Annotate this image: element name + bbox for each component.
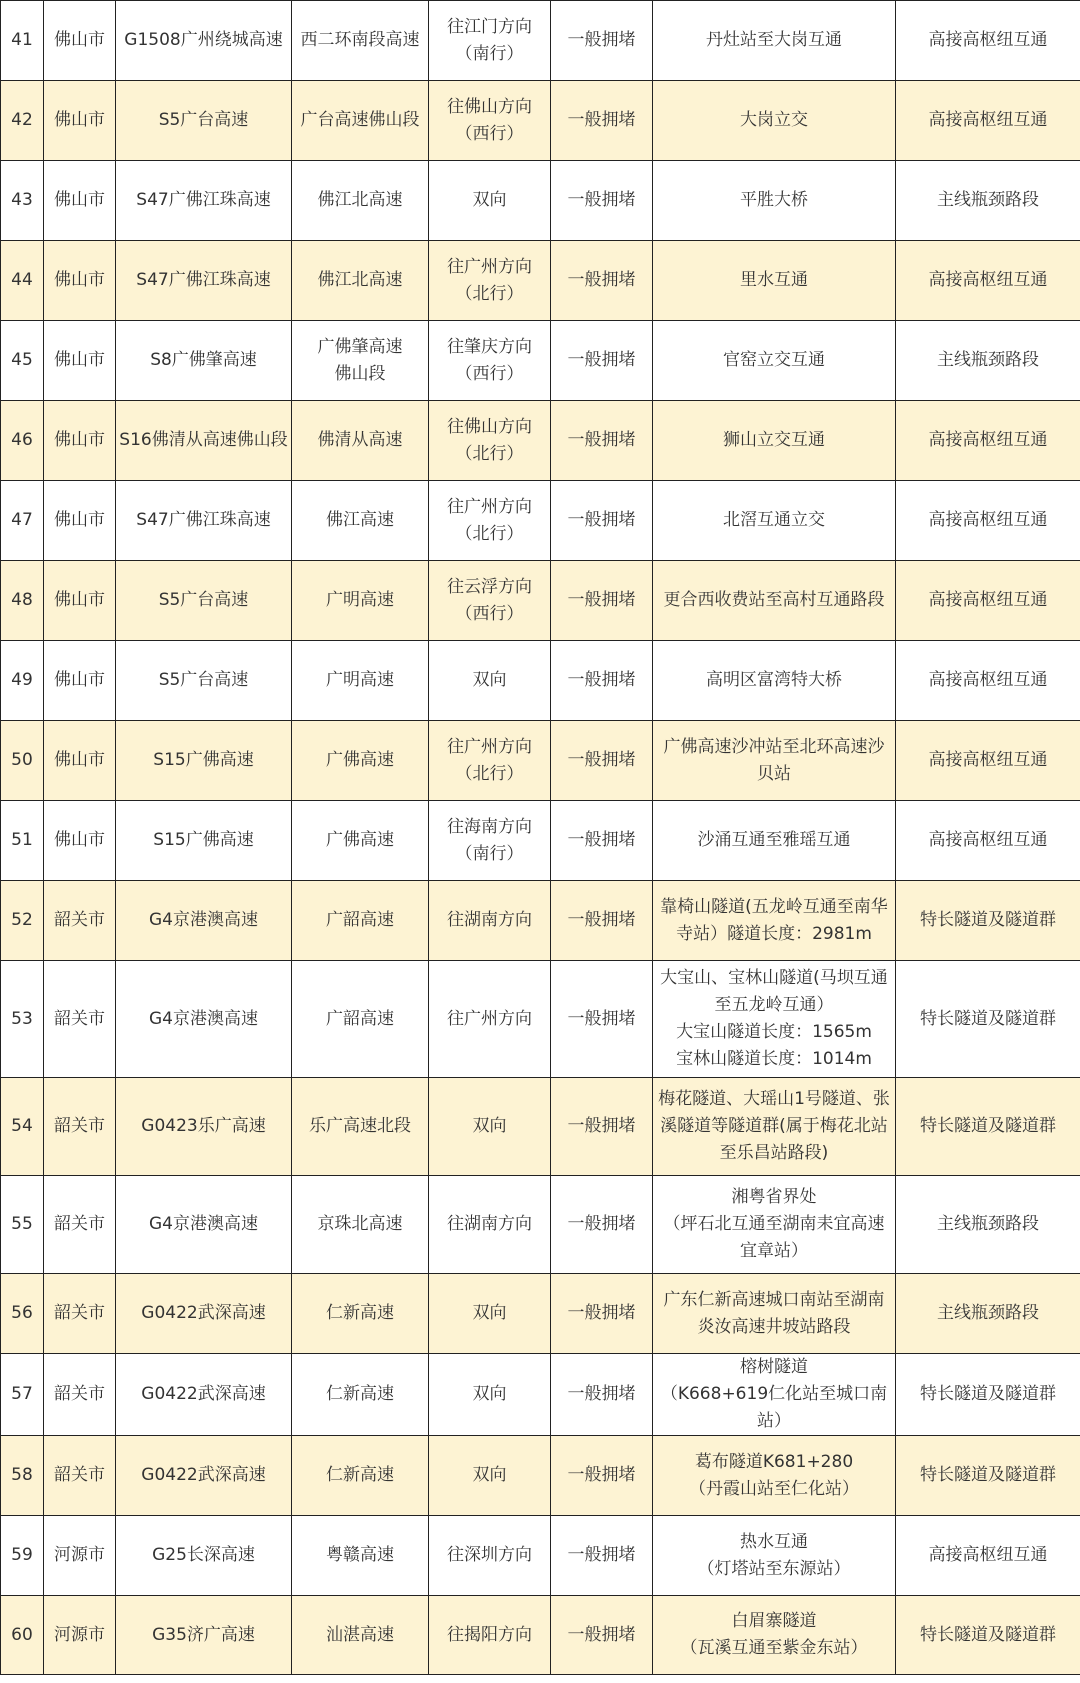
row-number: 52 bbox=[1, 881, 44, 961]
road-cell: S16佛清从高速佛山段 bbox=[116, 401, 292, 481]
road-cell: S47广佛江珠高速 bbox=[116, 481, 292, 561]
section-cell: 佛清从高速 bbox=[292, 401, 429, 481]
city-cell: 佛山市 bbox=[44, 321, 116, 401]
direction-cell: 双向 bbox=[429, 1274, 551, 1354]
level-cell: 一般拥堵 bbox=[551, 1274, 653, 1354]
level-cell: 一般拥堵 bbox=[551, 721, 653, 801]
direction-cell: 往佛山方向 （西行） bbox=[429, 81, 551, 161]
section-cell: 仁新高速 bbox=[292, 1436, 429, 1516]
table-row bbox=[1, 241, 1080, 321]
table-row bbox=[1, 1436, 1080, 1516]
table-row bbox=[1, 881, 1080, 961]
level-cell: 一般拥堵 bbox=[551, 881, 653, 961]
city-cell: 佛山市 bbox=[44, 721, 116, 801]
level-cell: 一般拥堵 bbox=[551, 1176, 653, 1274]
level-cell: 一般拥堵 bbox=[551, 81, 653, 161]
type-cell: 高接高枢纽互通 bbox=[896, 81, 1080, 161]
section-cell: 佛江北高速 bbox=[292, 161, 429, 241]
type-cell: 高接高枢纽互通 bbox=[896, 801, 1080, 881]
row-number: 50 bbox=[1, 721, 44, 801]
direction-cell: 往湖南方向 bbox=[429, 1176, 551, 1274]
table-row bbox=[1, 561, 1080, 641]
type-cell: 高接高枢纽互通 bbox=[896, 561, 1080, 641]
city-cell: 佛山市 bbox=[44, 81, 116, 161]
city-cell: 韶关市 bbox=[44, 1354, 116, 1436]
row-number: 51 bbox=[1, 801, 44, 881]
road-cell: S47广佛江珠高速 bbox=[116, 241, 292, 321]
location-cell: 葛布隧道K681+280 （丹霞山站至仁化站） bbox=[653, 1436, 896, 1516]
level-cell: 一般拥堵 bbox=[551, 241, 653, 321]
location-cell: 大宝山、宝林山隧道(马坝互通至五龙岭互通） 大宝山隧道长度：1565m 宝林山隧道长度：1014m bbox=[653, 961, 896, 1078]
level-cell: 一般拥堵 bbox=[551, 641, 653, 721]
section-cell: 西二环南段高速 bbox=[292, 1, 429, 81]
city-cell: 韶关市 bbox=[44, 1274, 116, 1354]
city-cell: 佛山市 bbox=[44, 401, 116, 481]
level-cell: 一般拥堵 bbox=[551, 1516, 653, 1596]
type-cell: 特长隧道及隧道群 bbox=[896, 1354, 1080, 1436]
city-cell: 韶关市 bbox=[44, 881, 116, 961]
road-cell: G4京港澳高速 bbox=[116, 881, 292, 961]
location-cell: 更合西收费站至高村互通路段 bbox=[653, 561, 896, 641]
row-number: 41 bbox=[1, 1, 44, 81]
type-cell: 高接高枢纽互通 bbox=[896, 401, 1080, 481]
level-cell: 一般拥堵 bbox=[551, 1596, 653, 1675]
direction-cell: 往湖南方向 bbox=[429, 881, 551, 961]
row-number: 42 bbox=[1, 81, 44, 161]
row-number: 43 bbox=[1, 161, 44, 241]
section-cell: 粤赣高速 bbox=[292, 1516, 429, 1596]
row-number: 54 bbox=[1, 1078, 44, 1176]
road-cell: G35济广高速 bbox=[116, 1596, 292, 1675]
direction-cell: 双向 bbox=[429, 161, 551, 241]
row-number: 45 bbox=[1, 321, 44, 401]
table-row bbox=[1, 1078, 1080, 1176]
direction-cell: 往广州方向 （北行） bbox=[429, 721, 551, 801]
table-row bbox=[1, 1516, 1080, 1596]
direction-cell: 双向 bbox=[429, 1354, 551, 1436]
section-cell: 广韶高速 bbox=[292, 961, 429, 1078]
level-cell: 一般拥堵 bbox=[551, 561, 653, 641]
row-number: 46 bbox=[1, 401, 44, 481]
direction-cell: 往广州方向 bbox=[429, 961, 551, 1078]
level-cell: 一般拥堵 bbox=[551, 1436, 653, 1516]
section-cell: 仁新高速 bbox=[292, 1274, 429, 1354]
city-cell: 佛山市 bbox=[44, 241, 116, 321]
direction-cell: 双向 bbox=[429, 1436, 551, 1516]
road-cell: G0422武深高速 bbox=[116, 1436, 292, 1516]
level-cell: 一般拥堵 bbox=[551, 1, 653, 81]
level-cell: 一般拥堵 bbox=[551, 161, 653, 241]
type-cell: 高接高枢纽互通 bbox=[896, 241, 1080, 321]
location-cell: 靠椅山隧道(五龙岭互通至南华寺站）隧道长度：2981m bbox=[653, 881, 896, 961]
road-cell: S5广台高速 bbox=[116, 641, 292, 721]
city-cell: 佛山市 bbox=[44, 161, 116, 241]
city-cell: 韶关市 bbox=[44, 961, 116, 1078]
city-cell: 河源市 bbox=[44, 1596, 116, 1675]
location-cell: 官窑立交互通 bbox=[653, 321, 896, 401]
row-number: 53 bbox=[1, 961, 44, 1078]
table-row bbox=[1, 1596, 1080, 1675]
road-cell: S15广佛高速 bbox=[116, 801, 292, 881]
row-number: 44 bbox=[1, 241, 44, 321]
road-cell: S8广佛肇高速 bbox=[116, 321, 292, 401]
city-cell: 韶关市 bbox=[44, 1436, 116, 1516]
direction-cell: 往广州方向 （北行） bbox=[429, 241, 551, 321]
table-row bbox=[1, 401, 1080, 481]
city-cell: 佛山市 bbox=[44, 801, 116, 881]
section-cell: 广明高速 bbox=[292, 561, 429, 641]
location-cell: 广佛高速沙冲站至北环高速沙贝站 bbox=[653, 721, 896, 801]
table-row bbox=[1, 641, 1080, 721]
section-cell: 广韶高速 bbox=[292, 881, 429, 961]
road-cell: G25长深高速 bbox=[116, 1516, 292, 1596]
section-cell: 广明高速 bbox=[292, 641, 429, 721]
level-cell: 一般拥堵 bbox=[551, 1354, 653, 1436]
road-cell: G1508广州绕城高速 bbox=[116, 1, 292, 81]
location-cell: 大岗立交 bbox=[653, 81, 896, 161]
direction-cell: 往深圳方向 bbox=[429, 1516, 551, 1596]
direction-cell: 双向 bbox=[429, 1078, 551, 1176]
city-cell: 韶关市 bbox=[44, 1078, 116, 1176]
level-cell: 一般拥堵 bbox=[551, 481, 653, 561]
direction-cell: 往云浮方向 （西行） bbox=[429, 561, 551, 641]
table-row bbox=[1, 321, 1080, 401]
table-row bbox=[1, 1176, 1080, 1274]
row-number: 60 bbox=[1, 1596, 44, 1675]
road-cell: G0422武深高速 bbox=[116, 1354, 292, 1436]
level-cell: 一般拥堵 bbox=[551, 801, 653, 881]
section-cell: 京珠北高速 bbox=[292, 1176, 429, 1274]
row-number: 56 bbox=[1, 1274, 44, 1354]
type-cell: 高接高枢纽互通 bbox=[896, 1, 1080, 81]
city-cell: 佛山市 bbox=[44, 561, 116, 641]
type-cell: 特长隧道及隧道群 bbox=[896, 1078, 1080, 1176]
road-cell: G0422武深高速 bbox=[116, 1274, 292, 1354]
type-cell: 特长隧道及隧道群 bbox=[896, 881, 1080, 961]
type-cell: 高接高枢纽互通 bbox=[896, 721, 1080, 801]
level-cell: 一般拥堵 bbox=[551, 1078, 653, 1176]
section-cell: 广台高速佛山段 bbox=[292, 81, 429, 161]
road-cell: S15广佛高速 bbox=[116, 721, 292, 801]
road-cell: G0423乐广高速 bbox=[116, 1078, 292, 1176]
type-cell: 特长隧道及隧道群 bbox=[896, 1436, 1080, 1516]
table-row bbox=[1, 1274, 1080, 1354]
table-row bbox=[1, 81, 1080, 161]
road-cell: G4京港澳高速 bbox=[116, 961, 292, 1078]
location-cell: 梅花隧道、大瑶山1号隧道、张溪隧道等隧道群(属于梅花北站至乐昌站路段) bbox=[653, 1078, 896, 1176]
location-cell: 广东仁新高速城口南站至湖南炎汝高速井坡站路段 bbox=[653, 1274, 896, 1354]
type-cell: 高接高枢纽互通 bbox=[896, 641, 1080, 721]
row-number: 57 bbox=[1, 1354, 44, 1436]
section-cell: 乐广高速北段 bbox=[292, 1078, 429, 1176]
section-cell: 汕湛高速 bbox=[292, 1596, 429, 1675]
location-cell: 丹灶站至大岗互通 bbox=[653, 1, 896, 81]
type-cell: 主线瓶颈路段 bbox=[896, 321, 1080, 401]
type-cell: 主线瓶颈路段 bbox=[896, 161, 1080, 241]
table-row bbox=[1, 721, 1080, 801]
table-row bbox=[1, 161, 1080, 241]
section-cell: 佛江北高速 bbox=[292, 241, 429, 321]
table-row bbox=[1, 1, 1080, 81]
location-cell: 里水互通 bbox=[653, 241, 896, 321]
level-cell: 一般拥堵 bbox=[551, 321, 653, 401]
location-cell: 北滘互通立交 bbox=[653, 481, 896, 561]
direction-cell: 双向 bbox=[429, 641, 551, 721]
direction-cell: 往肇庆方向 （西行） bbox=[429, 321, 551, 401]
location-cell: 榕树隧道 （K668+619仁化站至城口南站） bbox=[653, 1354, 896, 1436]
location-cell: 高明区富湾特大桥 bbox=[653, 641, 896, 721]
location-cell: 湘粤省界处 （坪石北互通至湖南耒宜高速宜章站） bbox=[653, 1176, 896, 1274]
section-cell: 广佛肇高速 佛山段 bbox=[292, 321, 429, 401]
city-cell: 佛山市 bbox=[44, 1, 116, 81]
city-cell: 河源市 bbox=[44, 1516, 116, 1596]
location-cell: 白眉寨隧道 （瓦溪互通至紫金东站） bbox=[653, 1596, 896, 1675]
direction-cell: 往海南方向 （南行） bbox=[429, 801, 551, 881]
road-cell: S5广台高速 bbox=[116, 81, 292, 161]
direction-cell: 往揭阳方向 bbox=[429, 1596, 551, 1675]
city-cell: 佛山市 bbox=[44, 481, 116, 561]
row-number: 47 bbox=[1, 481, 44, 561]
row-number: 48 bbox=[1, 561, 44, 641]
section-cell: 佛江高速 bbox=[292, 481, 429, 561]
type-cell: 高接高枢纽互通 bbox=[896, 481, 1080, 561]
table-row bbox=[1, 801, 1080, 881]
road-cell: G4京港澳高速 bbox=[116, 1176, 292, 1274]
road-cell: S47广佛江珠高速 bbox=[116, 161, 292, 241]
table-row bbox=[1, 1354, 1080, 1436]
road-cell: S5广台高速 bbox=[116, 561, 292, 641]
level-cell: 一般拥堵 bbox=[551, 401, 653, 481]
row-number: 55 bbox=[1, 1176, 44, 1274]
type-cell: 高接高枢纽互通 bbox=[896, 1516, 1080, 1596]
row-number: 49 bbox=[1, 641, 44, 721]
direction-cell: 往江门方向 （南行） bbox=[429, 1, 551, 81]
city-cell: 韶关市 bbox=[44, 1176, 116, 1274]
location-cell: 热水互通 （灯塔站至东源站） bbox=[653, 1516, 896, 1596]
section-cell: 仁新高速 bbox=[292, 1354, 429, 1436]
direction-cell: 往佛山方向 （北行） bbox=[429, 401, 551, 481]
location-cell: 平胜大桥 bbox=[653, 161, 896, 241]
section-cell: 广佛高速 bbox=[292, 801, 429, 881]
level-cell: 一般拥堵 bbox=[551, 961, 653, 1078]
direction-cell: 往广州方向 （北行） bbox=[429, 481, 551, 561]
table-row bbox=[1, 961, 1080, 1078]
location-cell: 沙涌互通至雅瑶互通 bbox=[653, 801, 896, 881]
city-cell: 佛山市 bbox=[44, 641, 116, 721]
type-cell: 主线瓶颈路段 bbox=[896, 1274, 1080, 1354]
row-number: 59 bbox=[1, 1516, 44, 1596]
location-cell: 狮山立交互通 bbox=[653, 401, 896, 481]
type-cell: 主线瓶颈路段 bbox=[896, 1176, 1080, 1274]
section-cell: 广佛高速 bbox=[292, 721, 429, 801]
table-row bbox=[1, 481, 1080, 561]
row-number: 58 bbox=[1, 1436, 44, 1516]
type-cell: 特长隧道及隧道群 bbox=[896, 1596, 1080, 1675]
type-cell: 特长隧道及隧道群 bbox=[896, 961, 1080, 1078]
